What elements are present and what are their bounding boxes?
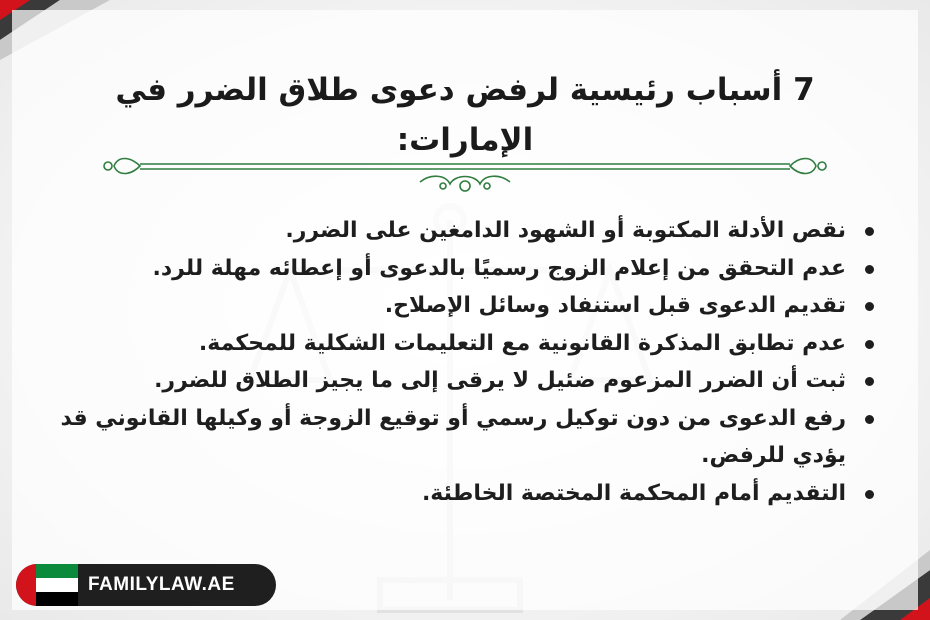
page-title: 7 أسباب رئيسية لرفض دعوى طلاق الضرر في الإمارات: <box>115 71 815 158</box>
list-item <box>52 325 878 363</box>
list-item <box>52 475 878 513</box>
bullet-icon <box>865 415 874 424</box>
list-item-text: عدم التحقق من إعلام الزوج رسميًا بالدعوى أو إعطائه مهلة للرد. <box>152 255 846 281</box>
brand-label: FAMILYLAW.AE <box>88 574 235 595</box>
reasons-list <box>52 212 878 512</box>
bullet-icon <box>865 265 874 274</box>
list-item-text: نقص الأدلة المكتوبة أو الشهود الدامغين على الضرر. <box>285 218 846 243</box>
list-item <box>52 400 878 475</box>
bullet-icon <box>865 377 874 386</box>
list-item <box>52 287 878 325</box>
list-item-text: رفع الدعوى من دون توكيل رسمي أو توقيع الزوجة أو وكيلها القانوني قد يؤدي للرفض. <box>60 405 846 468</box>
brand-badge[interactable] <box>16 564 276 606</box>
list-item-text: عدم تطابق المذكرة القانونية مع التعليمات الشكلية للمحكمة. <box>198 330 846 356</box>
uae-flag-icon <box>16 564 78 606</box>
list-item-text: ثبت أن الضرر المزعوم ضئيل لا يرقى إلى ما يجيز الطلاق للضرر. <box>154 368 846 393</box>
list-item-text: التقديم أمام المحكمة المختصة الخاطئة. <box>421 480 846 506</box>
list-item <box>52 362 878 400</box>
list-item <box>52 250 878 288</box>
bullet-icon <box>865 340 874 349</box>
ornamental-divider <box>100 152 830 198</box>
list-item <box>52 212 878 250</box>
list-item-text: تقديم الدعوى قبل استنفاد وسائل الإصلاح. <box>384 293 846 318</box>
bullet-icon <box>865 490 874 499</box>
bullet-icon <box>865 227 874 236</box>
bullet-icon <box>865 302 874 311</box>
